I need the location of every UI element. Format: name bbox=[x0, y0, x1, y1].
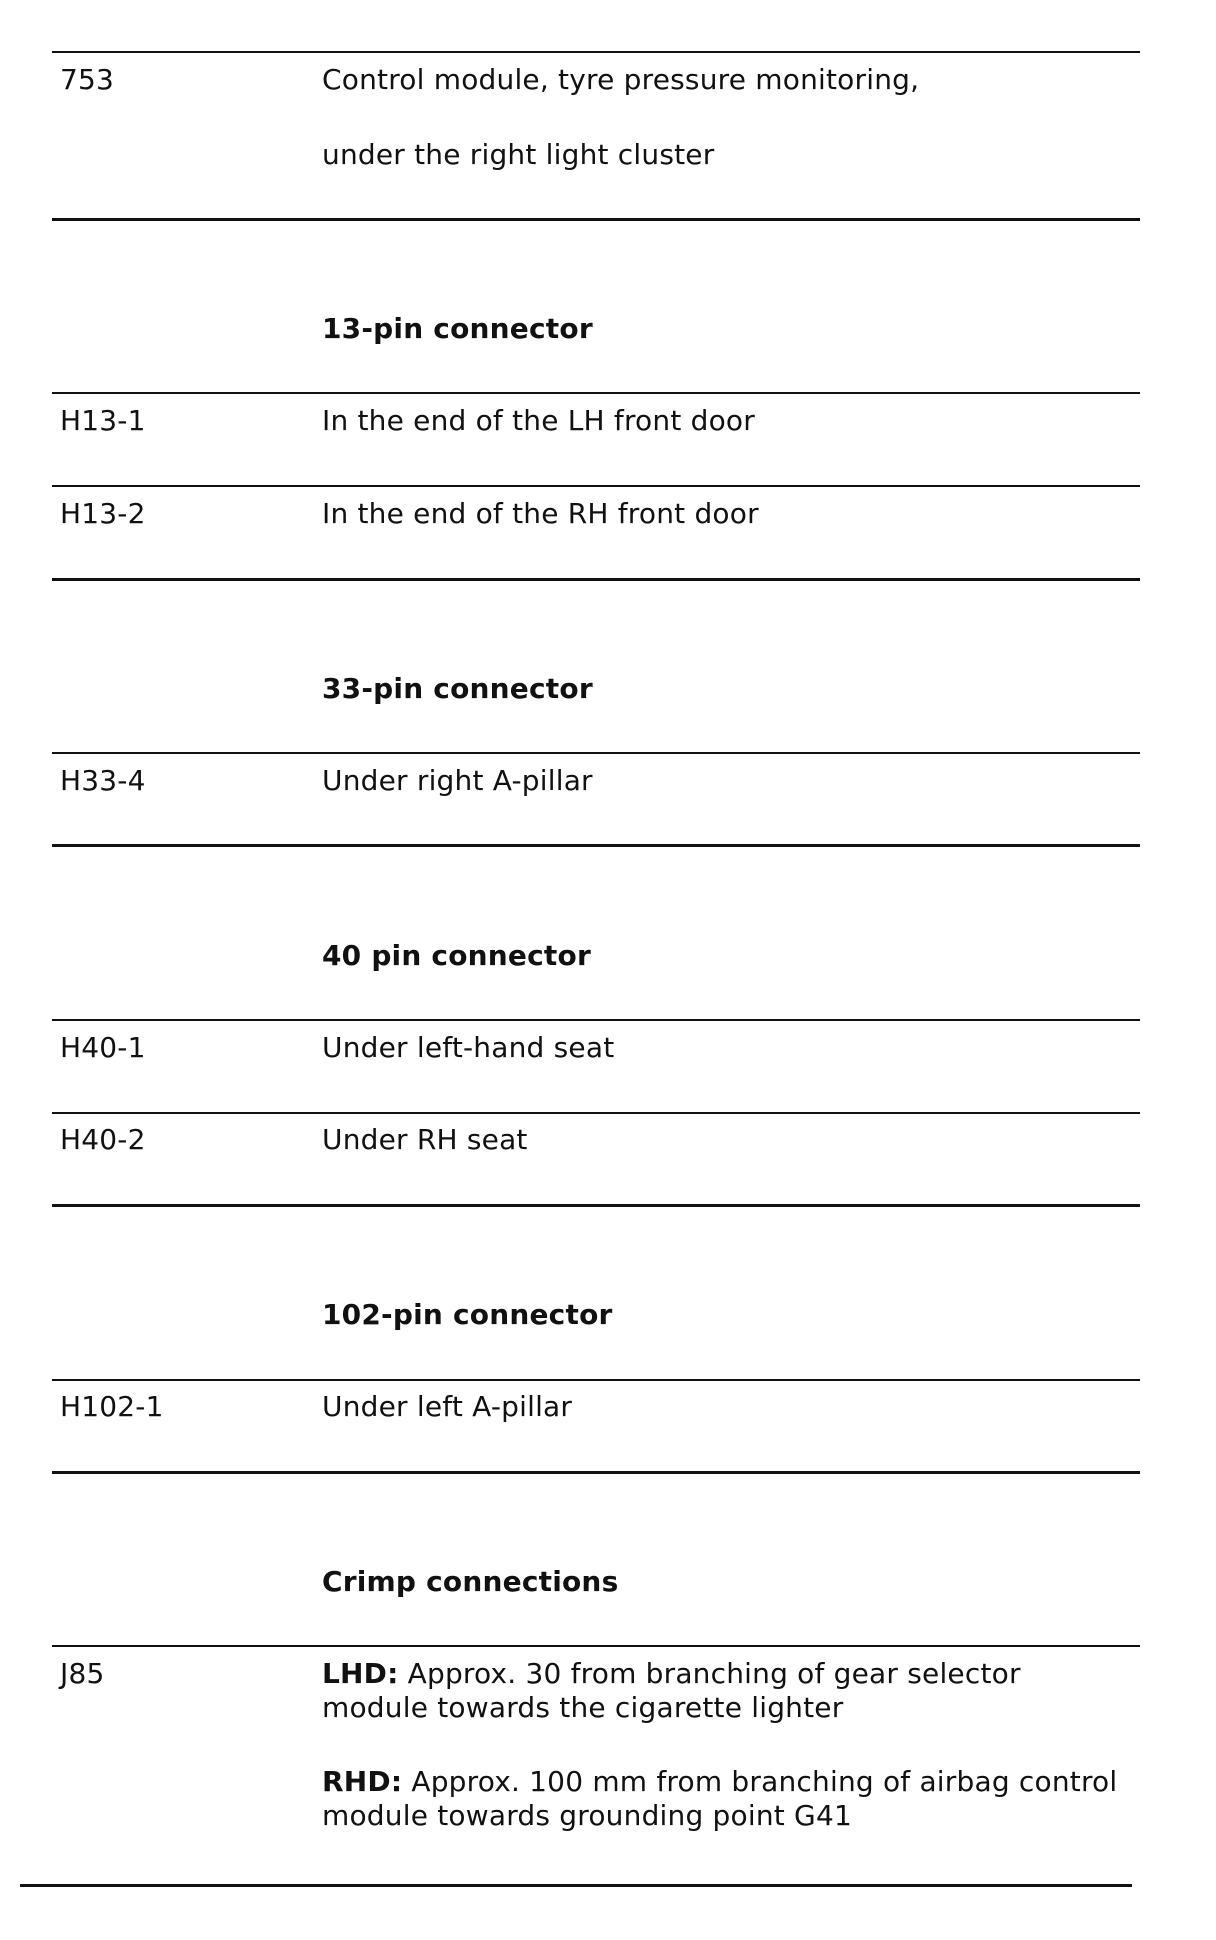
lhd-label: LHD: bbox=[322, 1657, 399, 1690]
row-description-continued: under the right light cluster bbox=[322, 138, 715, 171]
rhd-text: Approx. 100 mm from branching of airbag control module towards grounding point G41 bbox=[322, 1765, 1118, 1832]
lhd-note bbox=[322, 1657, 1132, 1725]
table-rule bbox=[52, 752, 1140, 754]
row-code: J85 bbox=[60, 1657, 105, 1690]
row-description: Control module, tyre pressure monitoring, bbox=[322, 63, 920, 96]
row-code: H13-1 bbox=[60, 404, 146, 437]
table-rule bbox=[52, 1379, 1140, 1381]
section-divider bbox=[52, 1471, 1140, 1474]
row-code: H40-2 bbox=[60, 1123, 146, 1156]
section-heading: Crimp connections bbox=[322, 1565, 619, 1598]
section-heading: 13-pin connector bbox=[322, 312, 593, 345]
row-code: 753 bbox=[60, 63, 115, 96]
lhd-text: Approx. 30 from branching of gear selector module towards the cigarette lighter bbox=[322, 1657, 1021, 1724]
row-code: H102-1 bbox=[60, 1390, 164, 1423]
row-code: H13-2 bbox=[60, 497, 146, 530]
section-divider bbox=[52, 844, 1140, 847]
section-divider bbox=[52, 218, 1140, 221]
page-end-rule bbox=[20, 1884, 1132, 1887]
rhd-note bbox=[322, 1765, 1132, 1833]
section-heading: 40 pin connector bbox=[322, 939, 591, 972]
row-description: Under RH seat bbox=[322, 1123, 528, 1156]
table-rule bbox=[52, 1645, 1140, 1647]
table-rule bbox=[52, 392, 1140, 394]
table-rule bbox=[52, 1019, 1140, 1021]
section-divider bbox=[52, 578, 1140, 581]
section-divider bbox=[52, 1204, 1140, 1207]
table-rule bbox=[52, 485, 1140, 487]
section-heading: 102-pin connector bbox=[322, 1298, 613, 1331]
row-description: Under left A-pillar bbox=[322, 1390, 573, 1423]
row-code: H40-1 bbox=[60, 1031, 146, 1064]
section-heading: 33-pin connector bbox=[322, 672, 593, 705]
row-description: Under left-hand seat bbox=[322, 1031, 615, 1064]
row-code: H33-4 bbox=[60, 764, 146, 797]
row-description: Under right A-pillar bbox=[322, 764, 593, 797]
row-description: In the end of the LH front door bbox=[322, 404, 755, 437]
row-description: In the end of the RH front door bbox=[322, 497, 759, 530]
table-rule bbox=[52, 51, 1140, 53]
rhd-label: RHD: bbox=[322, 1765, 403, 1798]
table-rule bbox=[52, 1112, 1140, 1114]
